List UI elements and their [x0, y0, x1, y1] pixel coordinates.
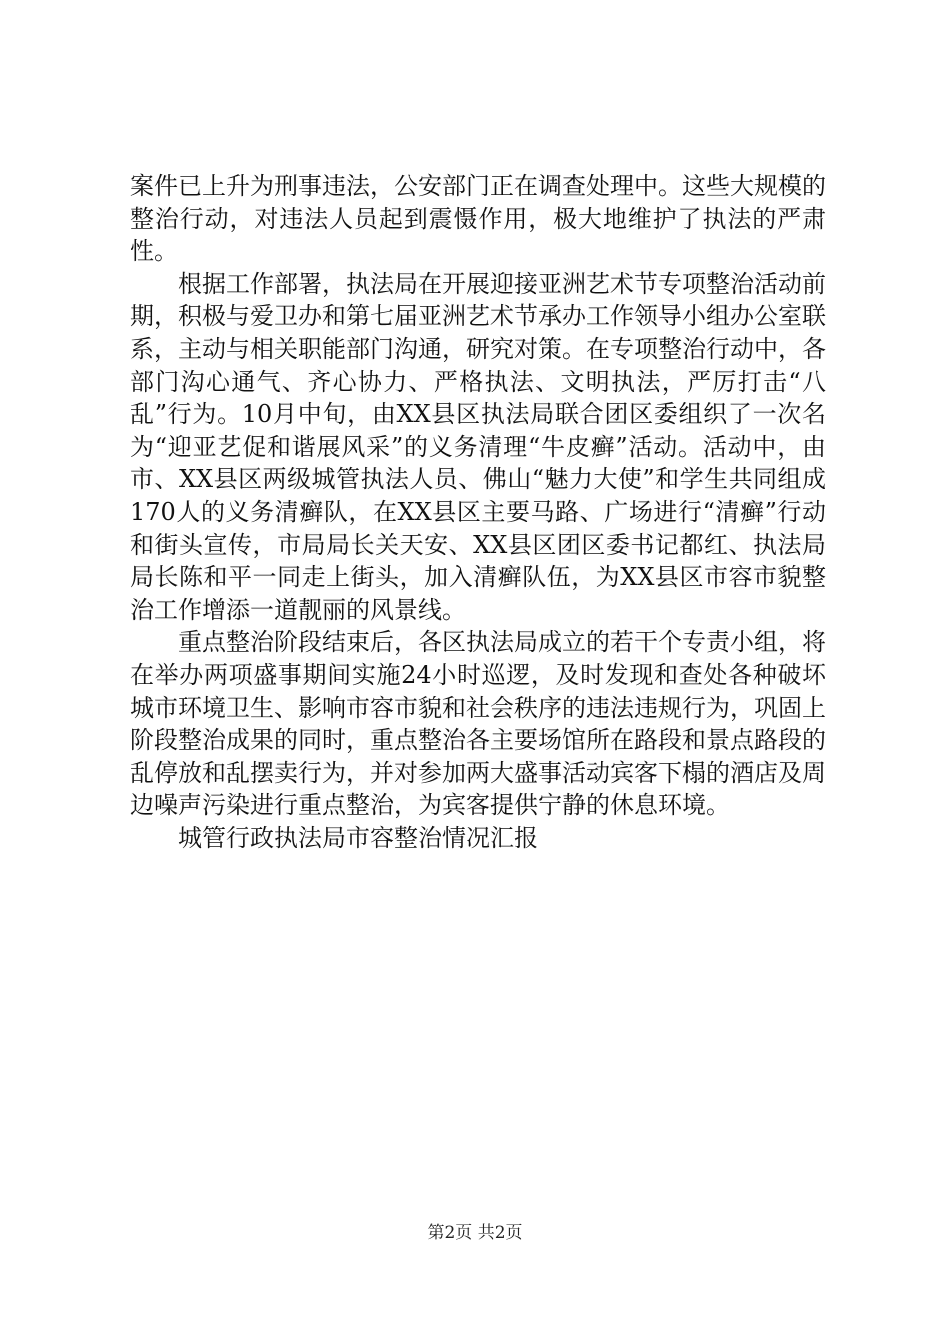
paragraph-work-deployment: 根据工作部署，执法局在开展迎接亚洲艺术节专项整治活动前期，积极与爱卫办和第七届亚洲艺术节承办工作领导小组办公室联系，主动与相关职能部门沟通，研究对策。在专项整治行动中，各部门沟心通气、齐心协力、严格执法、文明执法，严厉打击“八乱”行为。10月中旬，由XX县区执法局联合团区委组织了一次名为“迎亚艺促和谐展风采”的义务清理“牛皮癣”活动。活动中，由市、XX县区两级城管执法人员、佛山“魅力大使”和学生共同组成170人的义务清癣队，在XX县区主要马路、广场进行“清癣”行动和街头宣传，市局局长关天安、XX县区团区委书记都红、执法局局长陈和平一同走上街头，加入清癣队伍，为XX县区市容市貌整治工作增添一道靓丽的风景线。 [130, 269, 826, 624]
page-number-footer: 第2页 共2页 [427, 1223, 523, 1243]
paragraph-key-rectification: 重点整治阶段结束后，各区执法局成立的若干个专责小组，将在举办两项盛事期间实施24小时巡逻，及时发现和查处各种破坏城市环境卫生、影响市容市貌和社会秩序的违法违规行为，巩固上阶段整治成果的同时，重点整治各主要场馆所在路段和景点路段的乱停放和乱摆卖行为，并对参加两大盛事活动宾客下榻的酒店及周边噪声污染进行重点整治，为宾客提供宁静的休息环境。 [130, 628, 826, 820]
document-body [130, 170, 826, 854]
paragraph-continuation: 案件已上升为刑事违法，公安部门正在调查处理中。这些大规模的整治行动，对违法人员起到震慑作用，极大地维护了执法的严肃性。 [130, 172, 826, 266]
document-title-line: 城管行政执法局市容整治情况汇报 [178, 823, 538, 852]
